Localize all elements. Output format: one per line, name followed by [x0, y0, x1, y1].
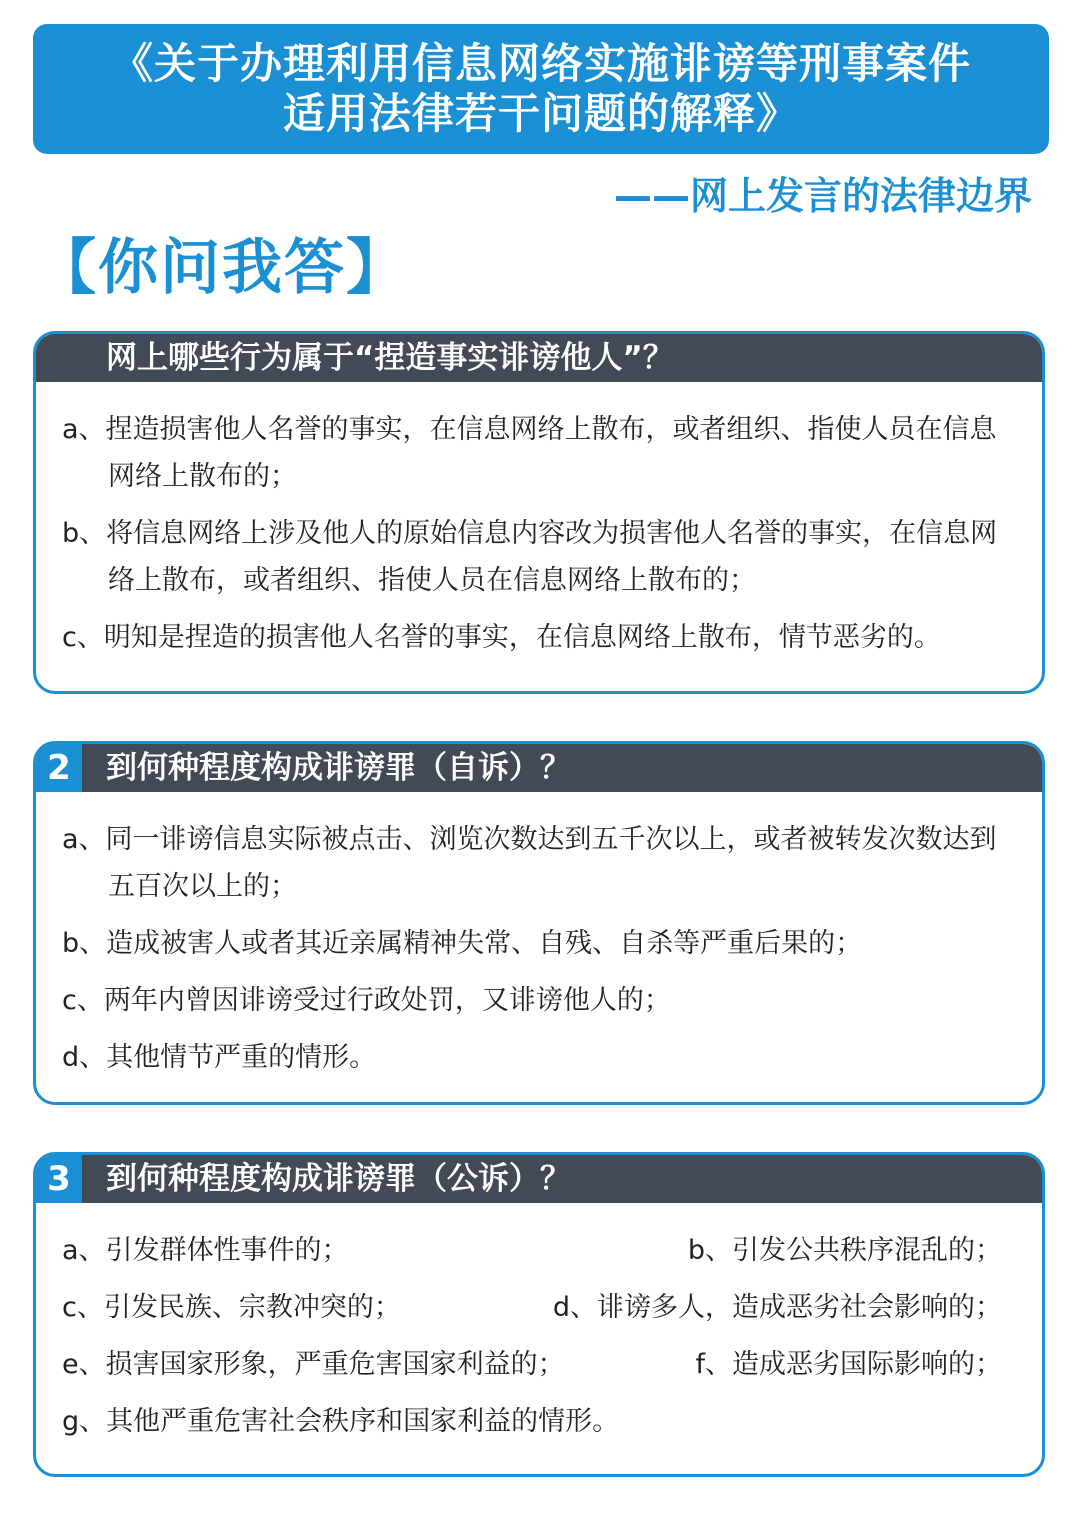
list-item: a、捏造损害他人名誉的事实，在信息网络上散布，或者组织、指使人员在信息网络上散布的；	[62, 414, 997, 492]
section-number-3: 3	[36, 1155, 82, 1203]
list-item: a、同一诽谤信息实际被点击、浏览次数达到五千次以上，或者被转发次数达到五百次以上的；	[62, 824, 997, 902]
section-body-2	[36, 792, 1042, 1081]
title-line-2: 适用法律若干问题的解释》	[282, 89, 799, 138]
title-banner	[33, 24, 1049, 154]
list-item: e、损害国家形象，严重危害国家利益的；	[62, 1349, 565, 1380]
section-number-2: 2	[36, 744, 82, 792]
list-item: c、明知是捏造的损害他人名誉的事实，在信息网络上散布，情节恶劣的。	[62, 622, 941, 653]
list-item: b、将信息网络上涉及他人的原始信息内容改为损害他人名誉的事实，在信息网络上散布，或者组织、指使人员在信息网络上散布的；	[62, 518, 998, 596]
section-title-1: 网上哪些行为属于“捏造事实诽谤他人”？	[106, 340, 674, 376]
section-body-1	[36, 382, 1042, 661]
qa-heading: 【你问我答】	[36, 233, 408, 303]
section-header-1	[36, 334, 1042, 382]
list-item: a、引发群体性事件的；	[62, 1235, 349, 1266]
section-card-2	[33, 741, 1045, 1105]
list-item: g、其他严重危害社会秩序和国家利益的情形。	[62, 1406, 620, 1437]
list-item: d、诽谤多人，造成恶劣社会影响的；	[552, 1292, 1002, 1323]
list-row	[62, 1227, 1016, 1274]
section-title-2: 到何种程度构成诽谤罪（自诉）？	[106, 750, 571, 786]
section-card-1	[33, 331, 1045, 694]
list-row	[62, 1341, 1016, 1388]
title-line-1: 《关于办理利用信息网络实施诽谤等刑事案件	[110, 39, 971, 88]
list-item: b、造成被害人或者其近亲属精神失常、自残、自杀等严重后果的；	[62, 928, 863, 959]
section-card-3	[33, 1152, 1045, 1477]
list-item: b、引发公共秩序混乱的；	[687, 1235, 1002, 1266]
section-number-1	[36, 334, 82, 382]
list-item: c、引发民族、宗教冲突的；	[62, 1292, 401, 1323]
section-title-3: 到何种程度构成诽谤罪（公诉）？	[106, 1161, 571, 1197]
list-item: d、其他情节严重的情形。	[62, 1042, 377, 1073]
section-body-3	[36, 1203, 1042, 1445]
list-item: f、造成恶劣国际影响的；	[695, 1349, 1002, 1380]
subtitle: ——网上发言的法律边界	[613, 174, 1032, 218]
section-header-3	[36, 1155, 1042, 1203]
list-item: c、两年内曾因诽谤受过行政处罚，又诽谤他人的；	[62, 985, 671, 1016]
section-header-2	[36, 744, 1042, 792]
list-row	[62, 1284, 1016, 1331]
